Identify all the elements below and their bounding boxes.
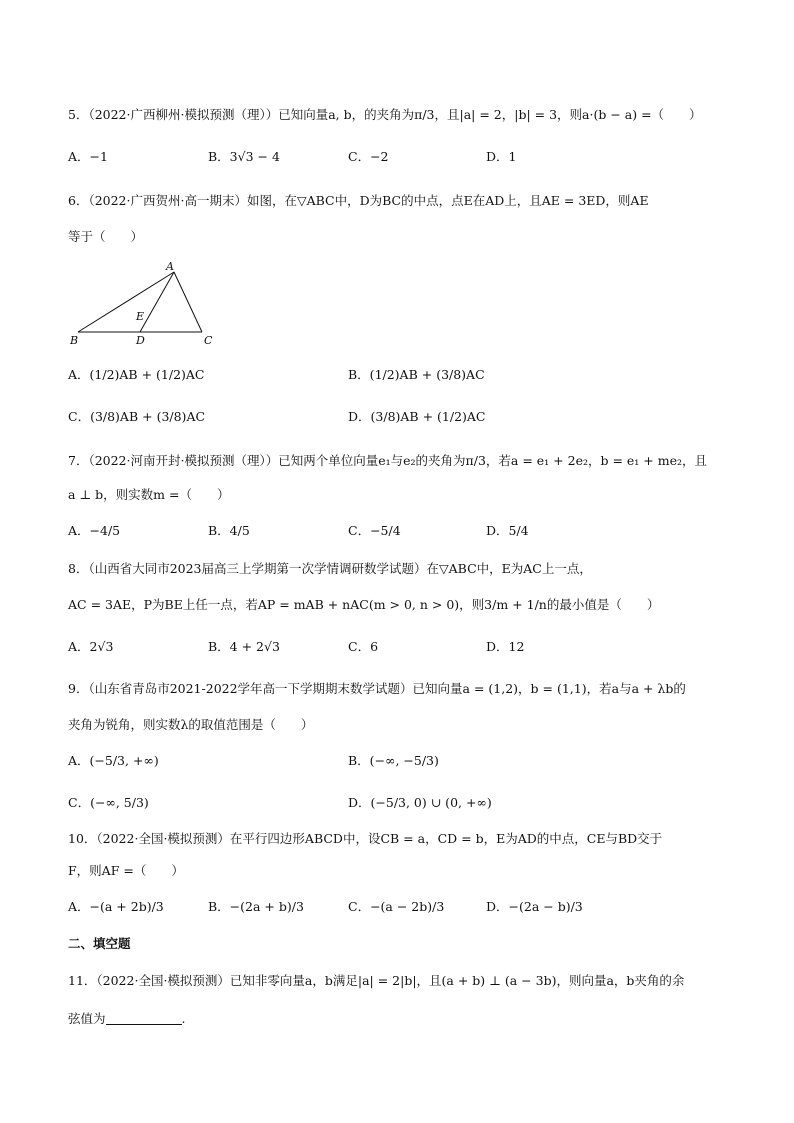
q10-option-a: A．−(a + 2b)/3 — [68, 899, 164, 914]
q6-option-a: A．(1/2)AB + (1/2)AC — [68, 367, 205, 382]
q5-stem: 5．（2022·广西柳州·模拟预测（理））已知向量a, b，的夹角为π/3，且|a| = 2，|b| = 3，则a·(b − a) =（ ） — [68, 107, 702, 122]
label-e: E — [136, 310, 145, 323]
q8-option-d: D．12 — [486, 639, 525, 654]
q10-stem-line2: F，则AF =（ ） — [68, 863, 184, 878]
q7-option-b: B．4/5 — [208, 523, 250, 538]
q5-option-b: B．3√3 − 4 — [208, 149, 280, 164]
q11-answer-blank[interactable] — [106, 1012, 182, 1025]
side-ac — [174, 272, 202, 332]
q10-option-b: B．−(2a + b)/3 — [208, 899, 304, 914]
q6-stem-line2: 等于（ ） — [68, 229, 144, 244]
q11-stem-line1: 11．（2022·全国·模拟预测）已知非零向量a，b满足|a| = 2|b|，且(a + b) ⊥ (a − 3b)，则向量a，b夹角的余 — [68, 973, 685, 988]
q8-option-a: A．2√3 — [68, 639, 114, 654]
triangle-figure — [66, 258, 226, 350]
section-heading-fill-in: 二、填空题 — [68, 936, 131, 951]
q9-stem-line1: 9．（山东省青岛市2021-2022学年高一下学期期末数学试题）已知向量a = (1,2)，b = (1,1)，若a与a + λb的 — [68, 681, 686, 696]
q9-option-a: A．(−5/3, +∞) — [68, 753, 159, 768]
label-d: D — [136, 334, 145, 347]
side-ab — [78, 272, 174, 332]
q7-stem-line2: a ⊥ b，则实数m =（ ） — [68, 487, 230, 502]
label-b: B — [70, 334, 79, 347]
q5-option-c: C．−2 — [348, 149, 389, 164]
q11-stem-end: . — [181, 1011, 186, 1026]
q10-stem-line1: 10．（2022·全国·模拟预测）在平行四边形ABCD中，设CB = a，CD = b，E为AD的中点，CE与BD交于 — [68, 831, 663, 846]
q10-option-d: D．−(2a − b)/3 — [486, 899, 583, 914]
q5-option-a: A．−1 — [68, 149, 108, 164]
q9-option-b: B．(−∞, −5/3) — [348, 753, 439, 768]
q6-option-b: B．(1/2)AB + (3/8)AC — [348, 367, 485, 382]
q6-stem-line1: 6．（2022·广西贺州·高一期末）如图，在▽ABC中，D为BC的中点，点E在AD上，且AE = 3ED，则AE — [68, 193, 649, 208]
q6-option-d: D．(3/8)AB + (1/2)AC — [348, 409, 486, 424]
q8-option-c: C．6 — [348, 639, 379, 654]
q11-stem-line2-text: 弦值为 — [68, 1011, 106, 1026]
q8-stem-line1: 8．（山西省大同市2023届高三上学期第一次学情调研数学试题）在▽ABC中，E为AC上一点， — [68, 561, 592, 576]
q6-option-c: C．(3/8)AB + (3/8)AC — [68, 409, 206, 424]
label-a: A — [166, 260, 174, 273]
label-c: C — [204, 334, 213, 347]
q7-option-c: C．−5/4 — [348, 523, 401, 538]
q7-stem-line1: 7．（2022·河南开封·模拟预测（理））已知两个单位向量e₁与e₂的夹角为π/3，若a = e₁ + 2e₂，b = e₁ + me₂，且 — [68, 453, 707, 468]
q7-option-a: A．−4/5 — [68, 523, 121, 538]
q5-option-d: D．1 — [486, 149, 517, 164]
q8-option-b: B．4 + 2√3 — [208, 639, 280, 654]
q9-option-d: D．(−5/3, 0) ∪ (0, +∞) — [348, 795, 492, 810]
q8-stem-line2: AC = 3AE，P为BE上任一点，若AP = mAB + nAC(m > 0, n > 0)，则3/m + 1/n的最小值是（ ） — [68, 597, 660, 612]
q9-option-c: C．(−∞, 5/3) — [68, 795, 149, 810]
median-ad — [140, 272, 174, 332]
q9-stem-line2: 夹角为锐角，则实数λ的取值范围是（ ） — [68, 717, 314, 732]
q11-stem-line2 — [68, 1010, 186, 1028]
q10-option-c: C．−(a − 2b)/3 — [348, 899, 445, 914]
q7-option-d: D．5/4 — [486, 523, 529, 538]
